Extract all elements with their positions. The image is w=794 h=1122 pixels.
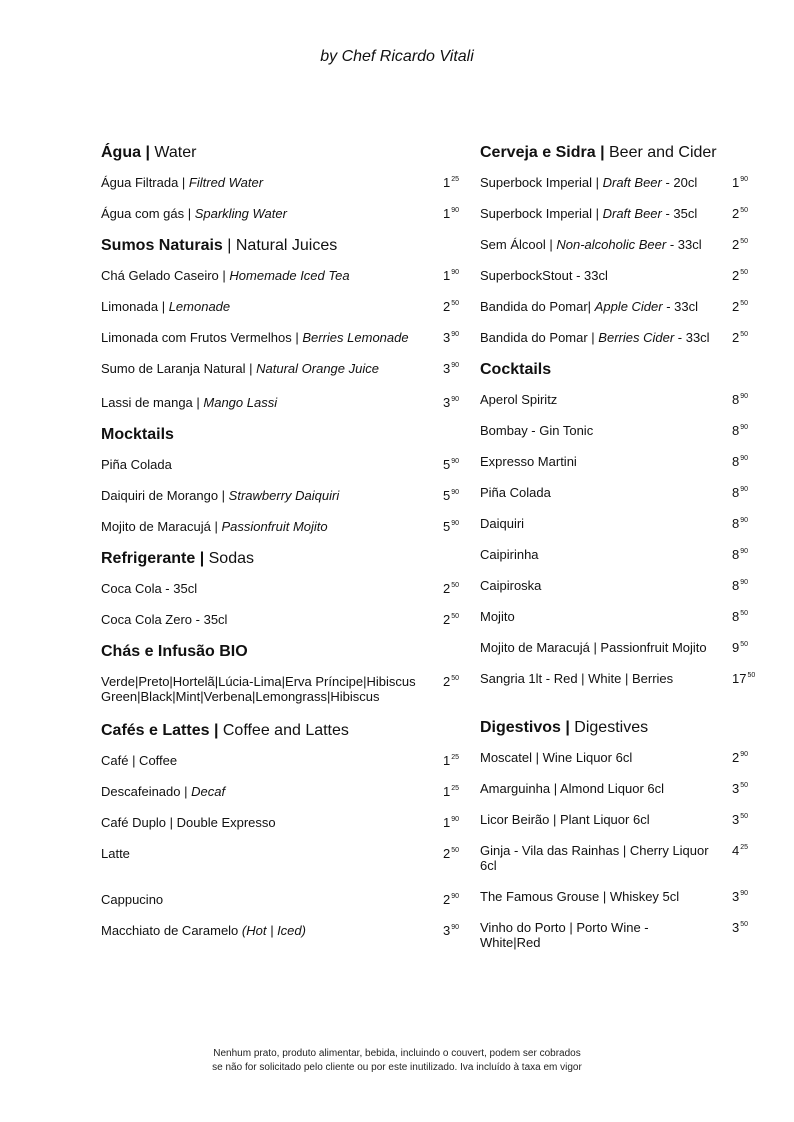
menu-item — [101, 917, 471, 948]
menu-item — [101, 169, 471, 200]
item-name: Limonada com Frutos Vermelhos | Berries Lemonade — [101, 330, 409, 345]
item-name: Daiquiri — [480, 516, 525, 531]
item-price: $8^{90}$ — [732, 485, 749, 500]
item-name: Sumo de Laranja Natural | Natural Orange Juice — [101, 361, 379, 376]
menu-item — [480, 914, 770, 960]
section-title-teas: Chás e Infusão BIO — [101, 643, 248, 660]
item-name: Mojito — [480, 609, 515, 624]
item-name: Amarguinha | Almond Liquor 6cl — [480, 781, 665, 796]
item-price: $1^{90}$ — [443, 206, 460, 221]
item-price: $8^{90}$ — [732, 454, 749, 469]
item-name: Sangria 1lt - Red | White | Berries — [480, 671, 674, 686]
footer-line-1: Nenhum prato, produto alimentar, bebida, incluindo o couvert, podem ser cobrados — [213, 1048, 581, 1059]
item-price: $3^{90}$ — [443, 395, 460, 410]
item-name: Cappucino — [101, 892, 164, 907]
item-name: Descafeinado | Decaf — [101, 784, 226, 799]
menu-item — [480, 634, 770, 665]
item-name: Macchiato de Caramelo (Hot | Iced) — [101, 923, 306, 938]
item-price: $8^{90}$ — [732, 392, 749, 407]
footer-line-2: se não for solicitado pelo cliente ou por este inutilizado. Iva incluído à taxa em vigor — [212, 1062, 582, 1073]
menu-item — [480, 169, 770, 200]
item-name: Mojito de Maracujá | Passionfruit Mojito — [101, 519, 328, 534]
item-name: Sem Álcool | Non-alcoholic Beer - 33cl — [480, 237, 702, 252]
menu-item — [101, 200, 471, 231]
item-price: $8^{50}$ — [732, 609, 749, 624]
item-name: Licor Beirão | Plant Liquor 6cl — [480, 812, 650, 827]
menu-item — [480, 417, 770, 448]
item-price: $2^{50}$ — [732, 330, 749, 345]
item-name: Vinho do Porto | Porto Wine - White|Red — [480, 920, 649, 950]
item-price: $9^{50}$ — [732, 640, 749, 655]
section-title-coffees: Cafés e Lattes | Coffee and Lattes — [101, 722, 349, 739]
item-name: Aperol Spiritz — [480, 392, 558, 407]
item-name: The Famous Grouse | Whiskey 5cl — [480, 889, 680, 904]
item-price: $1^{90}$ — [443, 268, 460, 283]
menu-item — [480, 603, 770, 634]
menu-item — [101, 355, 471, 386]
item-name: Café Duplo | Double Expresso — [101, 815, 276, 830]
menu-item — [480, 744, 770, 775]
menu-item — [101, 451, 471, 482]
item-price: $8^{90}$ — [732, 547, 749, 562]
item-price: $8^{90}$ — [732, 578, 749, 593]
item-price: $3^{90}$ — [443, 361, 460, 376]
item-name: Expresso Martini — [480, 454, 577, 469]
item-price: $2^{90}$ — [732, 750, 749, 765]
menu-item — [480, 386, 770, 417]
item-name: Moscatel | Wine Liquor 6cl — [480, 750, 633, 765]
menu-item — [480, 448, 770, 479]
item-name: Café | Coffee — [101, 753, 178, 768]
menu-item — [480, 806, 770, 837]
menu-item — [101, 293, 471, 324]
menu-item — [480, 510, 770, 541]
item-price: $17^{50}$ — [732, 671, 756, 686]
item-name: Latte — [101, 846, 130, 861]
section-title-mocktails: Mocktails — [101, 426, 174, 443]
item-price: $2^{50}$ — [443, 674, 460, 689]
menu-item — [480, 479, 770, 510]
item-name: Verde|Preto|Hortelã|Lúcia-Lima|Erva Príncipe|Hibiscus Green|Black|Mint|Verbena|Lemongrass|Hibiscus — [101, 674, 416, 704]
item-price: $5^{90}$ — [443, 488, 460, 503]
menu-item — [480, 572, 770, 603]
item-name: Ginja - Vila das Rainhas | Cherry Liquor 6cl — [480, 843, 709, 873]
section-title-cocktails: Cocktails — [480, 361, 552, 378]
item-price: $3^{50}$ — [732, 781, 749, 796]
right-column — [480, 138, 770, 960]
item-price: $1^{90}$ — [732, 175, 749, 190]
menu-item — [101, 668, 471, 716]
item-name: Mojito de Maracujá | Passionfruit Mojito — [480, 640, 707, 655]
item-name: Bandida do Pomar| Apple Cider - 33cl — [480, 299, 699, 314]
item-price: $2^{50}$ — [443, 612, 460, 627]
menu-item — [480, 541, 770, 572]
menu-item — [101, 747, 471, 778]
menu-item — [480, 324, 770, 355]
item-name: Superbock Imperial | Draft Beer - 20cl — [480, 175, 698, 190]
menu-item — [480, 665, 770, 713]
section-title-juices: Sumos Naturais | Natural Juices — [101, 237, 338, 254]
menu-item — [101, 778, 471, 809]
item-price: $3^{90}$ — [443, 923, 460, 938]
menu-item — [101, 606, 471, 637]
menu-item — [480, 775, 770, 806]
item-name: Superbock Imperial | Draft Beer - 35cl — [480, 206, 698, 221]
item-name: Coca Cola - 35cl — [101, 581, 198, 596]
section-title-digestives: Digestivos | Digestives — [480, 719, 649, 736]
item-name: Limonada | Lemonade — [101, 299, 231, 314]
item-name: SuperbockStout - 33cl — [480, 268, 608, 283]
item-price: $2^{90}$ — [443, 892, 460, 907]
item-price: $2^{50}$ — [732, 206, 749, 221]
item-name: Coca Cola Zero - 35cl — [101, 612, 228, 627]
menu-item — [101, 482, 471, 513]
item-name: Piña Colada — [101, 457, 172, 472]
item-price: $1^{25}$ — [443, 784, 460, 799]
item-price: $1^{25}$ — [443, 753, 460, 768]
item-price: $2^{50}$ — [443, 846, 460, 861]
item-name: Água com gás | Sparkling Water — [101, 206, 287, 221]
item-name: Lassi de manga | Mango Lassi — [101, 395, 278, 410]
item-name: Piña Colada — [480, 485, 551, 500]
chef-subtitle: by Chef Ricardo Vitali — [320, 48, 474, 65]
item-price: $2^{50}$ — [732, 268, 749, 283]
menu-item — [480, 883, 770, 914]
item-price: $3^{90}$ — [443, 330, 460, 345]
menu-item — [101, 886, 471, 917]
item-name: Caipirinha — [480, 547, 539, 562]
menu-item — [101, 513, 471, 544]
menu-item — [480, 837, 770, 883]
item-price: $5^{90}$ — [443, 519, 460, 534]
section-title-beer: Cerveja e Sidra | Beer and Cider — [480, 144, 717, 161]
item-price: $8^{90}$ — [732, 516, 749, 531]
item-price: $3^{90}$ — [732, 889, 749, 904]
menu-item — [101, 386, 471, 420]
menu-item — [101, 575, 471, 606]
item-price: $3^{50}$ — [732, 920, 749, 935]
section-title-sodas: Refrigerante | Sodas — [101, 550, 254, 567]
item-name: Caipiroska — [480, 578, 542, 593]
item-name: Água Filtrada | Filtred Water — [101, 175, 264, 190]
item-price: $5^{90}$ — [443, 457, 460, 472]
item-price: $3^{50}$ — [732, 812, 749, 827]
menu-item — [480, 200, 770, 231]
item-name: Bombay - Gin Tonic — [480, 423, 594, 438]
item-price: $1^{25}$ — [443, 175, 460, 190]
item-price: $1^{90}$ — [443, 815, 460, 830]
menu-item — [480, 262, 770, 293]
item-name: Daiquiri de Morango | Strawberry Daiquiri — [101, 488, 340, 503]
menu-item — [101, 324, 471, 355]
menu-item — [480, 231, 770, 262]
item-price: $2^{50}$ — [732, 299, 749, 314]
legal-footer — [0, 1047, 794, 1075]
menu-item — [101, 840, 471, 886]
menu-item — [480, 293, 770, 324]
left-column — [101, 138, 471, 948]
item-price: $2^{50}$ — [443, 581, 460, 596]
menu-item — [101, 262, 471, 293]
item-price: $4^{25}$ — [732, 843, 749, 858]
section-title-water: Água | Water — [101, 144, 197, 161]
menu-item — [101, 809, 471, 840]
item-name: Chá Gelado Caseiro | Homemade Iced Tea — [101, 268, 350, 283]
item-price: $2^{50}$ — [732, 237, 749, 252]
item-price: $2^{50}$ — [443, 299, 460, 314]
item-price: $8^{90}$ — [732, 423, 749, 438]
item-name: Bandida do Pomar | Berries Cider - 33cl — [480, 330, 710, 345]
